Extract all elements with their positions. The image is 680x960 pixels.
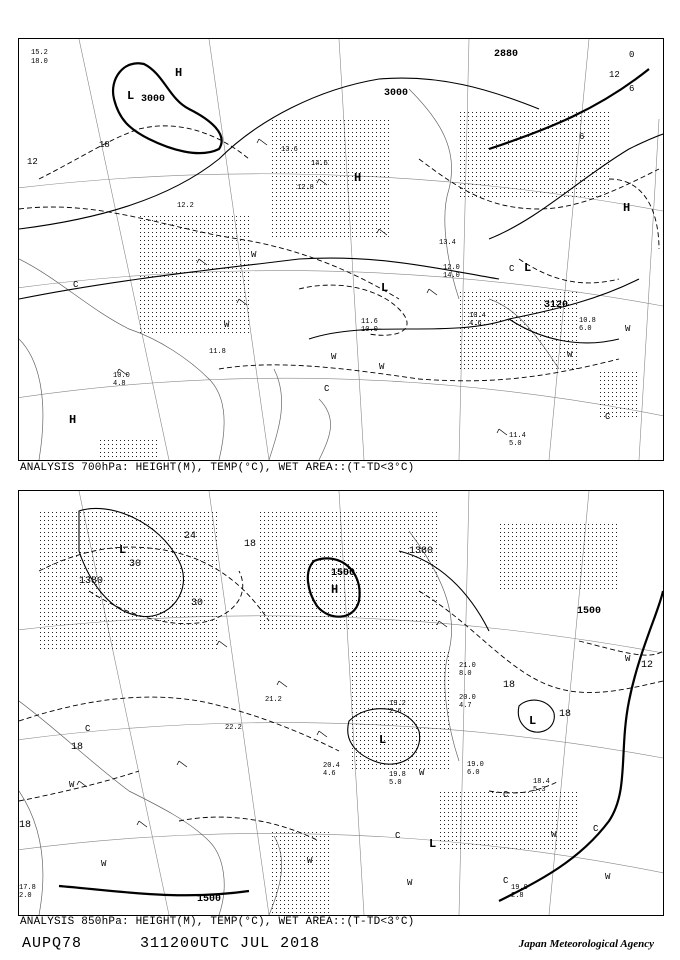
cold-label: C — [605, 412, 611, 422]
warm-label: W — [69, 780, 75, 790]
contour-label: 1500 — [197, 894, 222, 905]
contour-label: 2880 — [494, 49, 519, 60]
station-value: 11.6 — [361, 318, 378, 326]
warm-label: W — [379, 362, 385, 372]
station-value: 5.0 — [389, 779, 402, 787]
station-value: 13.4 — [439, 239, 456, 247]
cold-label: C — [503, 790, 509, 800]
isotherm-label: 30 — [129, 559, 142, 570]
station-value: 4.7 — [459, 702, 472, 710]
station-value: 12.0 — [443, 264, 460, 272]
station-value: 10.0 — [113, 372, 130, 380]
station-value: 12.2 — [177, 202, 194, 210]
warm-label: W — [307, 856, 313, 866]
station-value: 12.8 — [297, 184, 314, 192]
contour-label: 3000 — [384, 88, 409, 99]
warm-label: W — [331, 352, 337, 362]
station-value: 5.3 — [533, 786, 546, 794]
contour-label: 1500 — [577, 606, 602, 617]
station-value: 20.4 — [323, 762, 340, 770]
isotherm-label: 30 — [191, 598, 204, 609]
contour-label: 3120 — [544, 300, 569, 311]
isotherm-label: 12 — [27, 157, 38, 167]
high-center: H — [623, 201, 631, 215]
contour-label: 3000 — [141, 94, 166, 105]
station-value: 11.4 — [509, 432, 526, 440]
station-value: 21.0 — [459, 662, 476, 670]
station-value: 10.4 — [469, 312, 486, 320]
isotherm-label: 18 — [503, 680, 516, 691]
low-center: L — [529, 714, 537, 728]
station-value: 2.0 — [19, 892, 32, 900]
station-value: 8.0 — [459, 670, 472, 678]
product-header — [22, 935, 320, 952]
station-value: 10.8 — [579, 317, 596, 325]
station-value: 22.2 — [225, 724, 242, 732]
agency-name: Japan Meteorological Agency — [518, 938, 654, 950]
low-center: L — [429, 837, 437, 851]
chart-700hpa — [18, 38, 664, 461]
station-value: 14.0 — [443, 272, 460, 280]
caption-850hpa: ANALYSIS 850hPa: HEIGHT(M), TEMP(°C), WET AREA::(T-TD<3°C) — [20, 916, 415, 928]
isotherm-label: 6 — [579, 132, 585, 142]
contour-label: 1380 — [409, 546, 434, 557]
station-value: 19.0 — [511, 884, 528, 892]
station-value: 13.6 — [281, 146, 298, 154]
isotherm-label: 24 — [184, 531, 197, 542]
station-value: 5.0 — [509, 440, 522, 448]
high-center: H — [331, 583, 339, 597]
isotherm-label: 12 — [641, 660, 654, 671]
isotherm-label: 12 — [609, 70, 620, 80]
warm-label: W — [224, 320, 230, 330]
station-value: 6.0 — [579, 325, 592, 333]
contour-label: 1500 — [331, 568, 356, 579]
contour-label: 1380 — [79, 576, 104, 587]
station-value: 2.6 — [389, 708, 402, 716]
high-center: H — [69, 413, 77, 427]
low-center: L — [127, 89, 135, 103]
warm-label: W — [625, 654, 631, 664]
station-value: 14.6 — [311, 160, 328, 168]
map-700hpa — [19, 39, 663, 460]
warm-label: W — [625, 324, 631, 334]
low-center: L — [379, 733, 387, 747]
station-value: 15.2 — [31, 49, 48, 57]
chart-850hpa — [18, 490, 664, 916]
caption-700hpa: ANALYSIS 700hPa: HEIGHT(M), TEMP(°C), WET AREA::(T-TD<3°C) — [20, 462, 415, 474]
warm-label: W — [101, 859, 107, 869]
isotherm-label: 0 — [629, 50, 635, 60]
low-center: L — [524, 261, 532, 275]
station-value: 18.4 — [533, 778, 550, 786]
cold-label: C — [85, 724, 91, 734]
station-value: 19.2 — [389, 700, 406, 708]
station-value: 17.8 — [19, 884, 36, 892]
high-center: H — [175, 66, 183, 80]
isotherm-label: 6 — [629, 84, 635, 94]
cold-label: C — [395, 831, 401, 841]
warm-label: W — [567, 350, 573, 360]
warm-label: W — [551, 830, 557, 840]
station-value: 20.0 — [459, 694, 476, 702]
station-value: 4.6 — [469, 320, 482, 328]
station-value: 4.6 — [323, 770, 336, 778]
cold-label: C — [509, 264, 515, 274]
station-value: 11.8 — [209, 348, 226, 356]
product-code: AUPQ78 — [22, 935, 83, 952]
cold-label: C — [324, 384, 330, 394]
isotherm-label: 18 — [19, 820, 32, 831]
cold-label: C — [73, 280, 79, 290]
analysis-datetime: 311200UTC JUL 2018 — [140, 935, 321, 952]
cold-label: C — [503, 876, 509, 886]
isotherm-label: 18 — [559, 709, 572, 720]
high-center: H — [354, 171, 362, 185]
warm-label: W — [419, 768, 425, 778]
cold-label: C — [593, 824, 599, 834]
warm-label: W — [605, 872, 611, 882]
low-center: L — [381, 281, 389, 295]
low-center: L — [119, 543, 127, 557]
station-value: 6.0 — [467, 769, 480, 777]
warm-label: W — [407, 878, 413, 888]
station-value: 21.2 — [265, 696, 282, 704]
isotherm-label: 18 — [99, 140, 110, 150]
station-value: 18.0 — [31, 58, 48, 66]
station-value: 4.8 — [113, 380, 126, 388]
map-850hpa — [19, 491, 663, 915]
station-value: 10.0 — [361, 326, 378, 334]
station-value: 19.0 — [467, 761, 484, 769]
station-value: 2.8 — [511, 892, 524, 900]
isotherm-label: 18 — [71, 742, 84, 753]
warm-label: W — [251, 250, 257, 260]
isotherm-label: 18 — [244, 539, 257, 550]
station-value: 19.8 — [389, 771, 406, 779]
